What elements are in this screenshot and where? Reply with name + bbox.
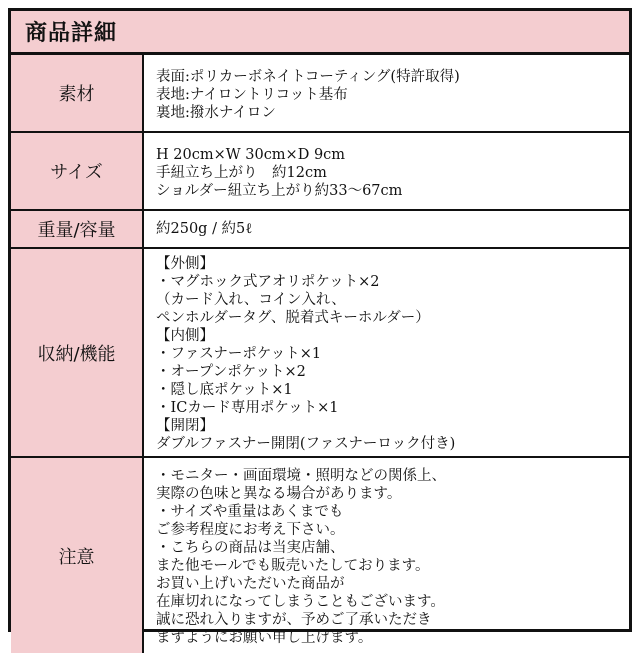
value-line: ・ファスナーポケット×1 bbox=[156, 346, 322, 362]
value-line: ご参考程度にお考え下さい。 bbox=[156, 522, 345, 538]
row-label-weight: 重量/容量 bbox=[11, 210, 143, 248]
value-line: 表面:ポリカーボネイトコーティング(特許取得) bbox=[156, 68, 460, 85]
value-line: 実際の色味と異なる場合があります。 bbox=[156, 486, 402, 502]
row-value-material bbox=[143, 55, 629, 132]
value-line: ・ICカード専用ポケット×1 bbox=[156, 400, 339, 416]
value-line: ・サイズや重量はあくまでも bbox=[156, 504, 344, 520]
value-line: 【開閉】 bbox=[156, 418, 214, 434]
table-row bbox=[11, 248, 629, 457]
table-row bbox=[11, 132, 629, 210]
row-label-notes: 注意 bbox=[11, 457, 143, 653]
row-value-storage bbox=[143, 248, 629, 457]
table-row bbox=[11, 210, 629, 248]
value-line: ペンホルダータグ、脱着式キーホルダー） bbox=[156, 310, 430, 326]
value-line: ・隠し底ポケット×1 bbox=[156, 382, 293, 398]
value-line: ・オープンポケット×2 bbox=[156, 364, 306, 380]
value-line: 表地:ナイロントリコット基布 bbox=[156, 86, 348, 103]
value-line: ・モニター・画面環境・照明などの関係上、 bbox=[156, 468, 446, 484]
value-line: 【内側】 bbox=[156, 328, 214, 344]
product-details-panel bbox=[8, 8, 632, 646]
value-line: お買い上げいただいた商品が bbox=[156, 576, 345, 592]
table-row bbox=[11, 55, 629, 132]
value-line: 【外側】 bbox=[156, 256, 214, 272]
value-line: 約250g / 約5ℓ bbox=[156, 221, 253, 237]
value-line: （カード入れ、コイン入れ、 bbox=[156, 292, 346, 308]
spec-table bbox=[11, 55, 629, 653]
value-line: ・こちらの商品は当実店舗、 bbox=[156, 540, 345, 556]
value-line: 裏地:撥水ナイロン bbox=[156, 104, 276, 121]
section-title: 商品詳細 bbox=[25, 21, 118, 46]
value-line: 誠に恐れ入りますが、予めご了承いただき bbox=[156, 612, 432, 628]
value-line: ますようにお願い申し上げます。 bbox=[156, 630, 373, 646]
row-value-weight bbox=[143, 210, 629, 248]
value-line: ・マグホック式アオリポケット×2 bbox=[156, 274, 380, 290]
row-value-size bbox=[143, 132, 629, 210]
value-line: また他モールでも販売いたしております。 bbox=[156, 558, 430, 574]
value-line: ショルダー紐立ち上がり約33〜67cm bbox=[156, 182, 403, 199]
section-header bbox=[11, 11, 629, 55]
row-label-size: サイズ bbox=[11, 132, 143, 210]
row-label-storage: 収納/機能 bbox=[11, 248, 143, 457]
value-line: H 20cm×W 30cm×D 9cm bbox=[156, 146, 346, 163]
row-value-notes bbox=[143, 457, 629, 653]
value-line: 手紐立ち上がり 約12cm bbox=[156, 164, 327, 181]
row-label-material: 素材 bbox=[11, 55, 143, 132]
table-row bbox=[11, 457, 629, 653]
value-line: 在庫切れになってしまうこともございます。 bbox=[156, 594, 445, 610]
value-line: ダブルファスナー開閉(ファスナーロック付き) bbox=[156, 436, 456, 452]
